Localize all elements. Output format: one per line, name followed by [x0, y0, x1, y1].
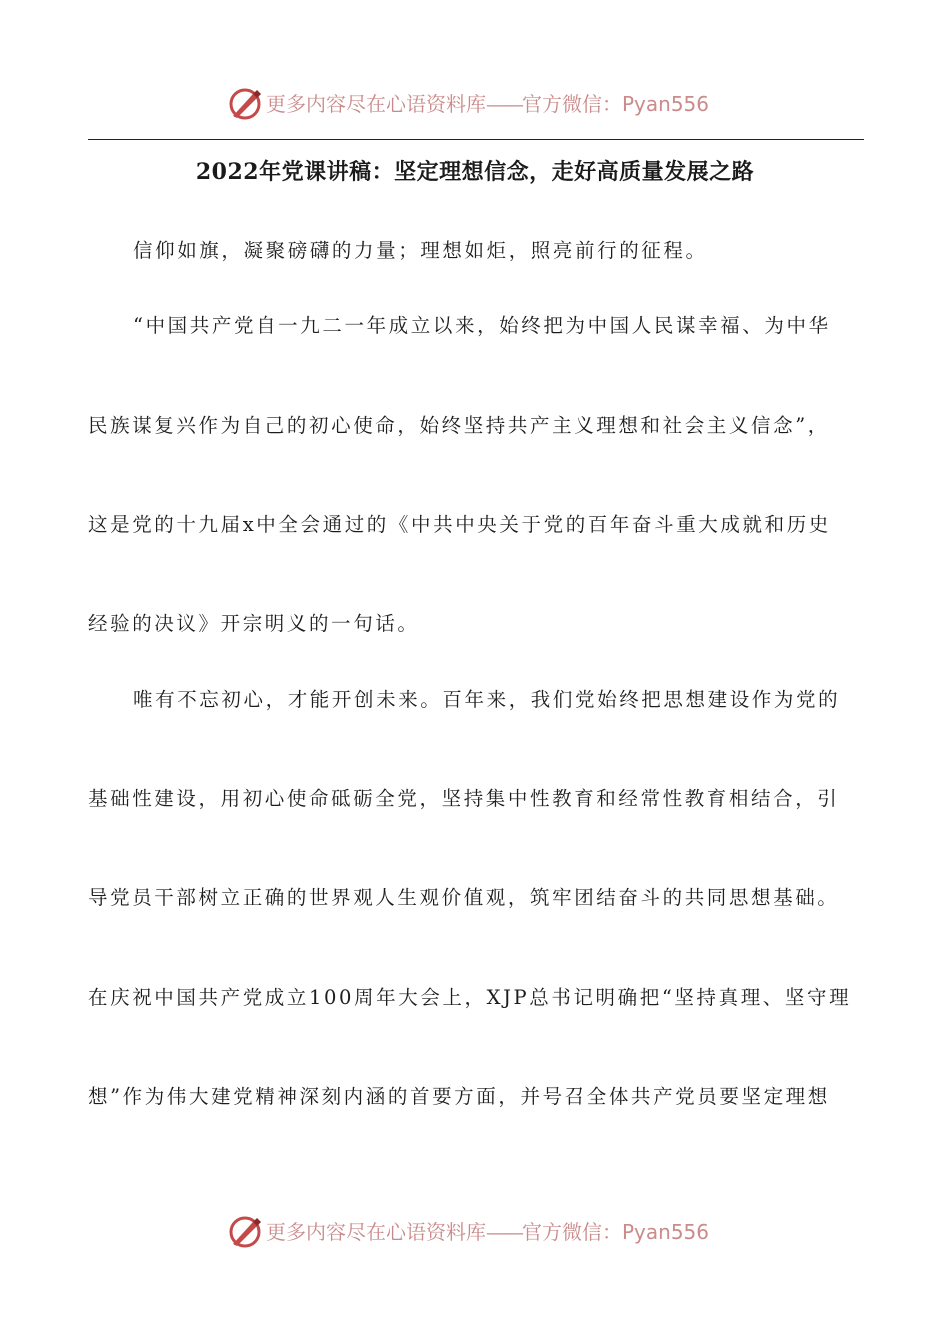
text-line-7: 基础性建设，用初心使命砥砺全党，坚持集中性教育和经常性教育相结合，引: [88, 787, 840, 810]
document-title: 2022年党课讲稿：坚定理想信念，走好高质量发展之路: [195, 159, 755, 185]
banner-separator: ——: [486, 1220, 522, 1244]
text-line-6: 唯有不忘初心，才能开创未来。百年来，我们党始终把思想建设作为党的: [133, 688, 841, 711]
banner-wechat-label: 官方微信：: [522, 92, 622, 116]
header-banner: [0, 82, 950, 126]
pen-logo-icon: [227, 1214, 263, 1250]
text-line-10: 想”作为伟大建党精神深刻内涵的首要方面，并号召全体共产党员要坚定理想: [88, 1085, 830, 1108]
header-divider: [88, 139, 864, 140]
text-line-4: 这是党的十九届x中全会通过的《中共中央关于党的百年奋斗重大成就和历史: [88, 513, 831, 536]
text-line-8: 导党员干部树立正确的世界观人生观价值观，筑牢团结奋斗的共同思想基础。: [88, 886, 840, 909]
text-line-3: 民族谋复兴作为自己的初心使命，始终坚持共产主义理想和社会主义信念”，: [88, 414, 830, 437]
text-line-1: 信仰如旗，凝聚磅礴的力量；理想如炬，照亮前行的征程。: [133, 239, 708, 262]
banner-site-text: 更多内容尽在心语资料库: [266, 92, 486, 116]
pen-logo-icon: [227, 86, 263, 122]
banner-text: [266, 90, 709, 118]
banner-separator: ——: [486, 92, 522, 116]
banner-wechat-id: Pyan556: [622, 1220, 710, 1244]
footer-banner: [0, 1210, 950, 1254]
banner-wechat-label: 官方微信：: [522, 1220, 622, 1244]
text-line-9: 在庆祝中国共产党成立100周年大会上，XJP总书记明确把“坚持真理、坚守理: [88, 986, 852, 1009]
banner-text: [266, 1218, 709, 1246]
banner-wechat-id: Pyan556: [622, 92, 710, 116]
text-line-5: 经验的决议》开宗明义的一句话。: [88, 612, 420, 635]
banner-site-text: 更多内容尽在心语资料库: [266, 1220, 486, 1244]
text-line-2: “中国共产党自一九二一年成立以来，始终把为中国人民谋幸福、为中华: [133, 314, 831, 337]
